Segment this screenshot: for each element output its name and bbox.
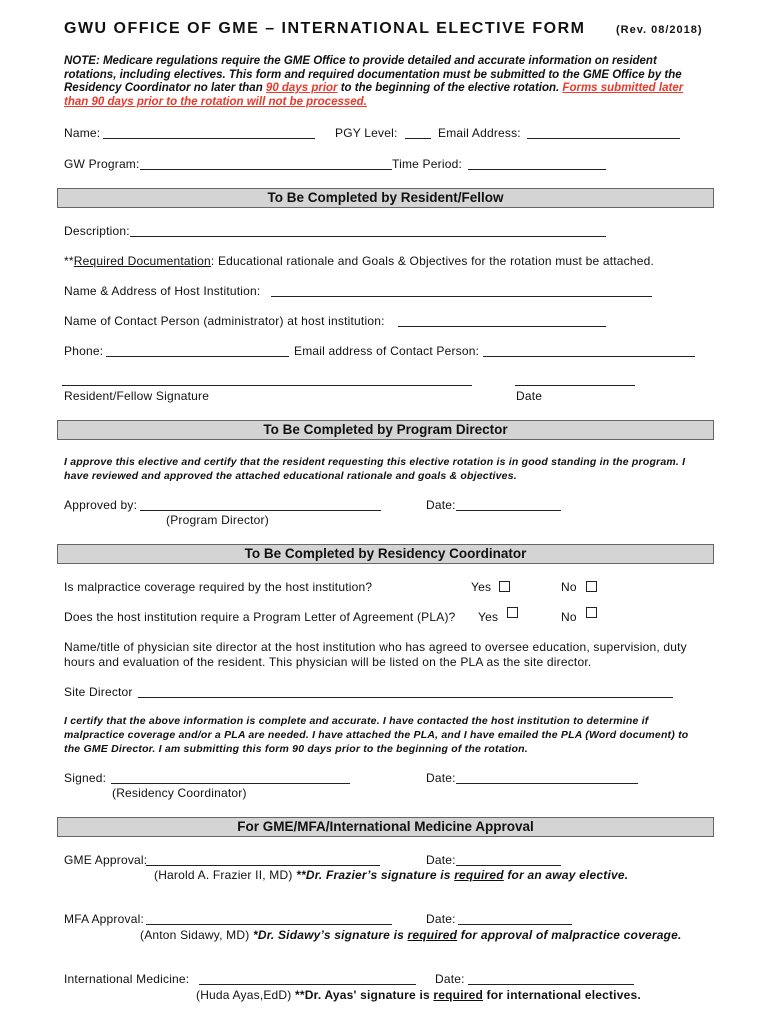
site-director-instructions: Name/title of physician site director at the host institution who has agreed to oversee education, supervision, duty hours and evaluation of the resident. This physician will be listed on the PLA as the site director. [64, 640, 687, 669]
phone-label: Phone: [64, 344, 104, 358]
mfa-date-field[interactable] [458, 924, 572, 925]
gme-approval-field[interactable] [146, 865, 380, 866]
coordinator-certification: I certify that the above information is complete and accurate. I have contacted the host institution to determine if malpractice coverage and/or a PLA are needed. I have attached the PLA, and I have emailed the PLA (Word document) to the GME Director. I am submitting this form 90 days prior to the beginning of the rotation. [64, 715, 689, 755]
program-director-role: (Program Director) [166, 513, 269, 527]
director-statement: I approve this elective and certify that the resident requesting this elective rotation is in good standing in the program. I have reviewed and approved the attached educational rationale and goals & objectives. [64, 456, 686, 482]
resident-signature-label: Resident/Fellow Signature [64, 389, 210, 403]
gme-date-label: Date: [426, 853, 456, 867]
international-date-field[interactable] [468, 984, 634, 985]
director-section-heading: To Be Completed by Program Director [57, 420, 714, 440]
host-institution-label: Name & Address of Host Institution: [64, 284, 261, 298]
signed-label: Signed: [64, 771, 107, 785]
resident-signature-field[interactable] [62, 385, 472, 386]
malpractice-yes-label: Yes [471, 580, 492, 594]
gme-approval-label: GME Approval: [64, 853, 148, 867]
gme-approver: (Harold A. Frazier II, MD) **Dr. Frazier’s signature is required for an away elective. [154, 868, 629, 882]
pgy-label: PGY Level: [335, 126, 398, 140]
mfa-approval-label: MFA Approval: [64, 912, 144, 926]
contact-email-field[interactable] [483, 356, 695, 357]
international-date-label: Date: [435, 972, 465, 986]
approved-by-label: Approved by: [64, 498, 138, 512]
mfa-approver: (Anton Sidawy, MD) *Dr. Sidawy’s signature is required for approval of malpractice coverage. [140, 928, 682, 942]
resident-section-heading: To Be Completed by Resident/Fellow [57, 188, 714, 208]
description-field[interactable] [130, 236, 606, 237]
coordinator-signature-field[interactable] [111, 783, 350, 784]
pla-question: Does the host institution require a Program Letter of Agreement (PLA)? [64, 610, 456, 624]
coordinator-date-label: Date: [426, 771, 456, 785]
malpractice-yes-checkbox[interactable] [499, 581, 510, 592]
required-documentation: **Required Documentation: Educational rationale and Goals & Objectives for the rotation must be attached. [64, 254, 655, 268]
malpractice-no-label: No [561, 580, 577, 594]
approved-by-field[interactable] [140, 510, 381, 511]
form-title: GWU OFFICE OF GME – INTERNATIONAL ELECTIVE FORM [64, 20, 586, 37]
coordinator-date-field[interactable] [456, 783, 638, 784]
international-approver: (Huda Ayas,EdD) **Dr. Ayas' signature is required for international electives. [196, 988, 641, 1002]
period-label: Time Period: [392, 157, 462, 171]
period-field[interactable] [468, 169, 606, 170]
malpractice-no-checkbox[interactable] [586, 581, 597, 592]
pla-no-label: No [561, 610, 577, 624]
pla-yes-label: Yes [478, 610, 499, 624]
pla-yes-checkbox[interactable] [507, 607, 518, 618]
coordinator-section-heading: To Be Completed by Residency Coordinator [57, 544, 714, 564]
email-label: Email Address: [438, 126, 521, 140]
contact-person-field[interactable] [398, 326, 606, 327]
revision-label: (Rev. 08/2018) [616, 24, 703, 36]
malpractice-question: Is malpractice coverage required by the host institution? [64, 580, 373, 594]
contact-person-label: Name of Contact Person (administrator) at host institution: [64, 314, 385, 328]
director-date-field[interactable] [456, 510, 561, 511]
resident-date-label: Date [516, 389, 543, 403]
host-institution-field[interactable] [271, 296, 652, 297]
international-medicine-label: International Medicine: [64, 972, 190, 986]
late-warning: Forms submitted later than 90 days prior to the rotation will not be processed. [64, 82, 684, 108]
international-medicine-field[interactable] [199, 984, 416, 985]
director-date-label: Date: [426, 498, 456, 512]
mfa-approval-field[interactable] [146, 924, 392, 925]
resident-date-field[interactable] [515, 385, 635, 386]
pla-no-checkbox[interactable] [586, 607, 597, 618]
program-label: GW Program: [64, 157, 140, 171]
deadline-highlight: 90 days prior [265, 82, 338, 94]
approval-section-heading: For GME/MFA/International Medicine Approval [57, 817, 714, 837]
phone-field[interactable] [106, 356, 289, 357]
pgy-field[interactable] [405, 138, 431, 139]
site-director-field[interactable] [138, 697, 673, 698]
name-field[interactable] [103, 138, 315, 139]
medicare-note: NOTE: Medicare regulations require the GME Office to provide detailed and accurate information on resident rotations, including electives. This form and required documentation must be submitted to the GME Office by the Residency Coordinator no later than 90 days prior to the beginning of the elective rotation. Forms submitted later than 90 days prior to the rotation will not be processed. [64, 55, 684, 108]
residency-coordinator-role: (Residency Coordinator) [112, 786, 247, 800]
name-label: Name: [64, 126, 101, 140]
description-label: Description: [64, 224, 130, 238]
program-field[interactable] [140, 169, 392, 170]
gme-date-field[interactable] [456, 865, 561, 866]
site-director-label: Site Director [64, 685, 133, 699]
email-field[interactable] [527, 138, 680, 139]
mfa-date-label: Date: [426, 912, 456, 926]
contact-email-label: Email address of Contact Person: [294, 344, 480, 358]
